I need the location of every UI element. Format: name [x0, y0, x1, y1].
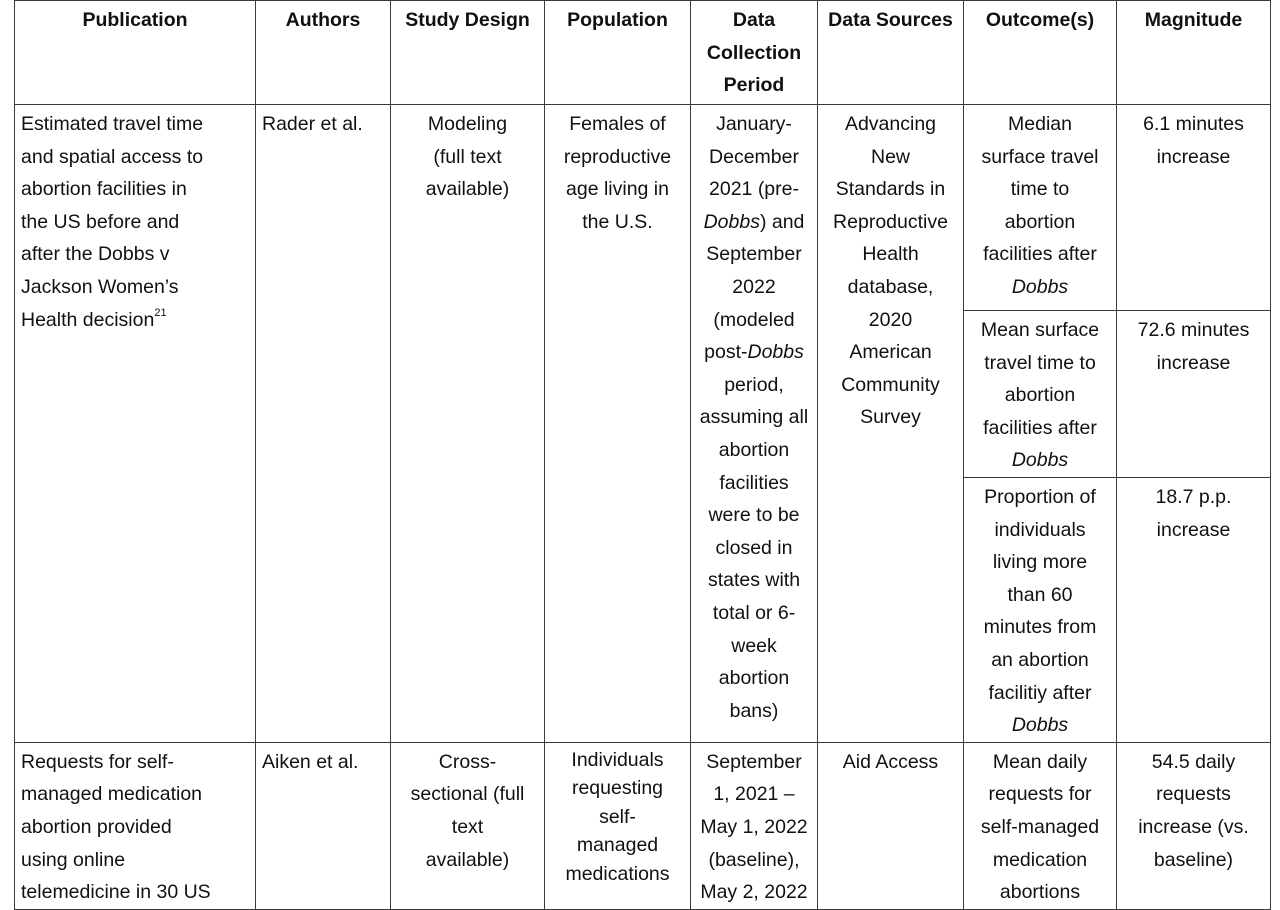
cell-study-design: Modeling (full text available) — [391, 105, 545, 743]
literature-table — [14, 0, 1271, 910]
header-data-collection-period: Data Collection Period — [691, 1, 818, 105]
header-authors: Authors — [256, 1, 391, 105]
cell-magnitude: 72.6 minutes increase — [1117, 311, 1271, 478]
header-magnitude: Magnitude — [1117, 1, 1271, 105]
cell-magnitude: 54.5 daily requests increase (vs. baseline) — [1117, 742, 1271, 909]
cell-outcome: Mean daily requests for self-managed medication abortions — [964, 742, 1117, 909]
cell-magnitude: 18.7 p.p. increase — [1117, 477, 1271, 742]
header-outcomes: Outcome(s) — [964, 1, 1117, 105]
cell-outcome: Median surface travel time to abortion facilities after Dobbs — [964, 105, 1117, 311]
cell-outcome: Mean surface travel time to abortion facilities after Dobbs — [964, 311, 1117, 478]
cell-population: Females of reproductive age living in the U.S. — [545, 105, 691, 743]
header-row — [15, 1, 1271, 105]
cell-population: Individuals requesting self- managed medications — [545, 742, 691, 909]
cell-outcome: Proportion of individuals living more than 60 minutes from an abortion facilitiy after Dobbs — [964, 477, 1117, 742]
cell-data-sources: Aid Access — [818, 742, 964, 909]
cell-data-collection-period: January- December 2021 (pre- Dobbs) and September 2022 (modeled post-Dobbs period, assuming all abortion facilities were to be closed in states with total or 6- week abortion bans) — [691, 105, 818, 743]
cell-data-sources: Advancing New Standards in Reproductive Health database, 2020 American Community Survey — [818, 105, 964, 743]
cell-authors: Rader et al. — [256, 105, 391, 743]
table-row — [15, 105, 1271, 311]
cell-publication: Requests for self- managed medication abortion provided using online telemedicine in 30 US — [15, 742, 256, 909]
header-study-design: Study Design — [391, 1, 545, 105]
cell-data-collection-period: September 1, 2021 – May 1, 2022 (baseline), May 2, 2022 — [691, 742, 818, 909]
cell-study-design: Cross- sectional (full text available) — [391, 742, 545, 909]
header-population: Population — [545, 1, 691, 105]
header-publication: Publication — [15, 1, 256, 105]
cell-publication: Estimated travel time and spatial access to abortion facilities in the US before and after the Dobbs v Jackson Women’s Health decision$^{21}$ — [15, 105, 256, 743]
table-row — [15, 742, 1271, 909]
citation-ref: 21 — [154, 307, 167, 320]
header-data-sources: Data Sources — [818, 1, 964, 105]
cell-authors: Aiken et al. — [256, 742, 391, 909]
cell-magnitude: 6.1 minutes increase — [1117, 105, 1271, 311]
